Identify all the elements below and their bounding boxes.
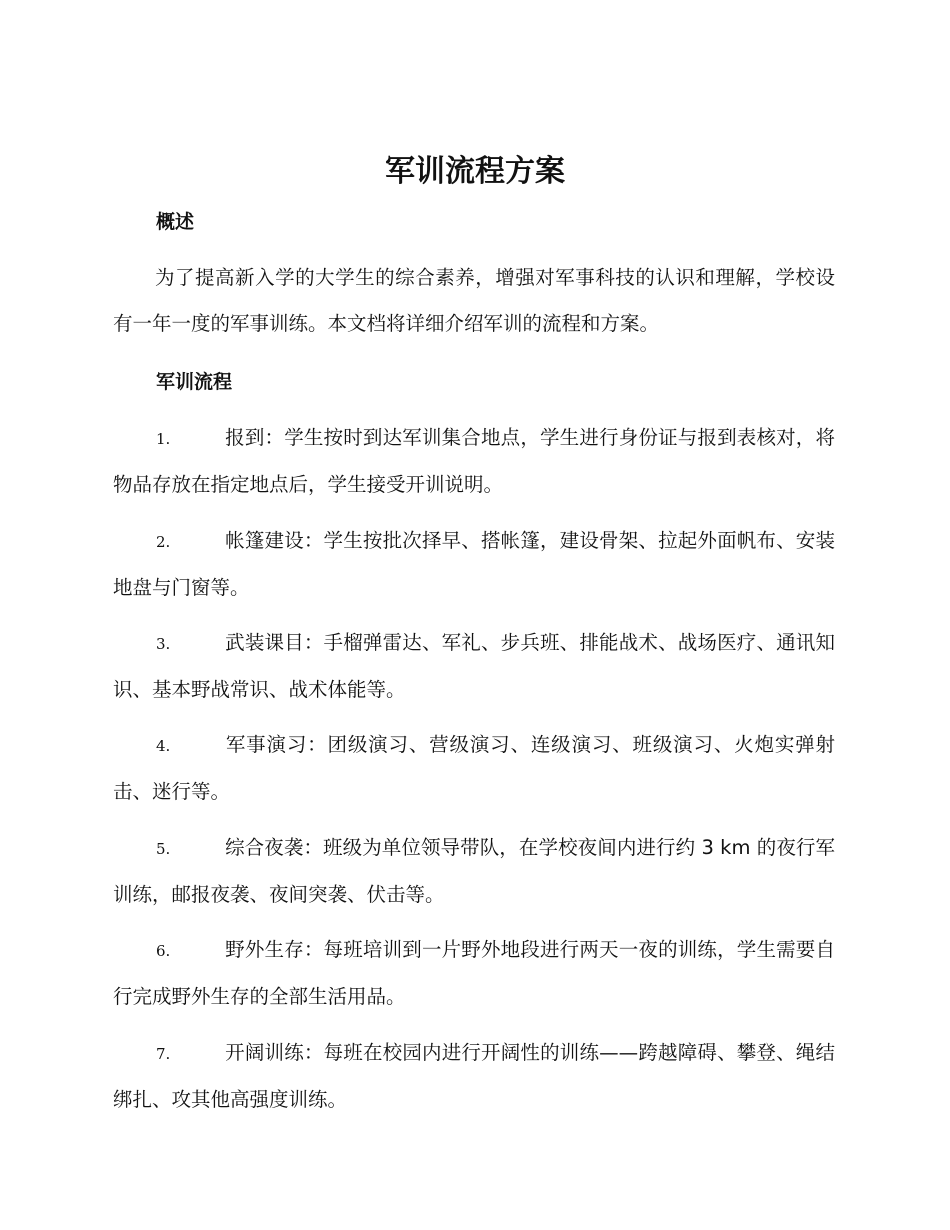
list-item-number: 4. [156, 737, 171, 755]
list-item [113, 518, 835, 611]
list-item-number: 3. [156, 635, 171, 653]
list-item-text: 开阔训练：每班在校园内进行开阔性的训练——跨越障碍、攀登、绳结绑扎、攻其他高强度训练。 [113, 1041, 835, 1111]
list-item-number: 1. [156, 430, 171, 448]
list-item-text: 报到：学生按时到达军训集合地点，学生进行身份证与报到表核对，将物品存放在指定地点后，学生接受开训说明。 [113, 426, 835, 496]
section-heading-process: 军训流程 [156, 371, 233, 393]
list-item-number: 7. [156, 1045, 171, 1063]
list-item [113, 722, 835, 815]
list-item-number: 6. [156, 942, 171, 960]
document-title: 军训流程方案 [385, 154, 565, 189]
list-item [113, 927, 835, 1020]
section-heading-overview: 概述 [156, 211, 195, 233]
list-item-text: 武装课目：手榴弹雷达、军礼、步兵班、排能战术、战场医疗、通讯知识、基本野战常识、战术体能等。 [113, 631, 835, 701]
list-item-number: 2. [156, 533, 171, 551]
list-item-text: 军事演习：团级演习、营级演习、连级演习、班级演习、火炮实弹射击、迷行等。 [113, 733, 835, 803]
list-item [113, 415, 835, 508]
list-item-text: 综合夜袭：班级为单位领导带队，在学校夜间内进行约 3 km 的夜行军训练，邮报夜袭、夜间突袭、伏击等。 [113, 836, 835, 906]
overview-paragraph: 为了提高新入学的大学生的综合素养，增强对军事科技的认识和理解，学校设有一年一度的军事训练。本文档将详细介绍军训的流程和方案。 [113, 266, 835, 335]
list-item-number: 5. [156, 840, 171, 858]
list-item [113, 825, 835, 918]
list-item [113, 1030, 835, 1123]
list-item-text: 帐篷建设：学生按批次择早、搭帐篷，建设骨架、拉起外面帆布、安装地盘与门窗等。 [113, 529, 835, 599]
list-item [113, 620, 835, 713]
list-item-text: 野外生存：每班培训到一片野外地段进行两天一夜的训练，学生需要自行完成野外生存的全部生活用品。 [113, 938, 835, 1008]
